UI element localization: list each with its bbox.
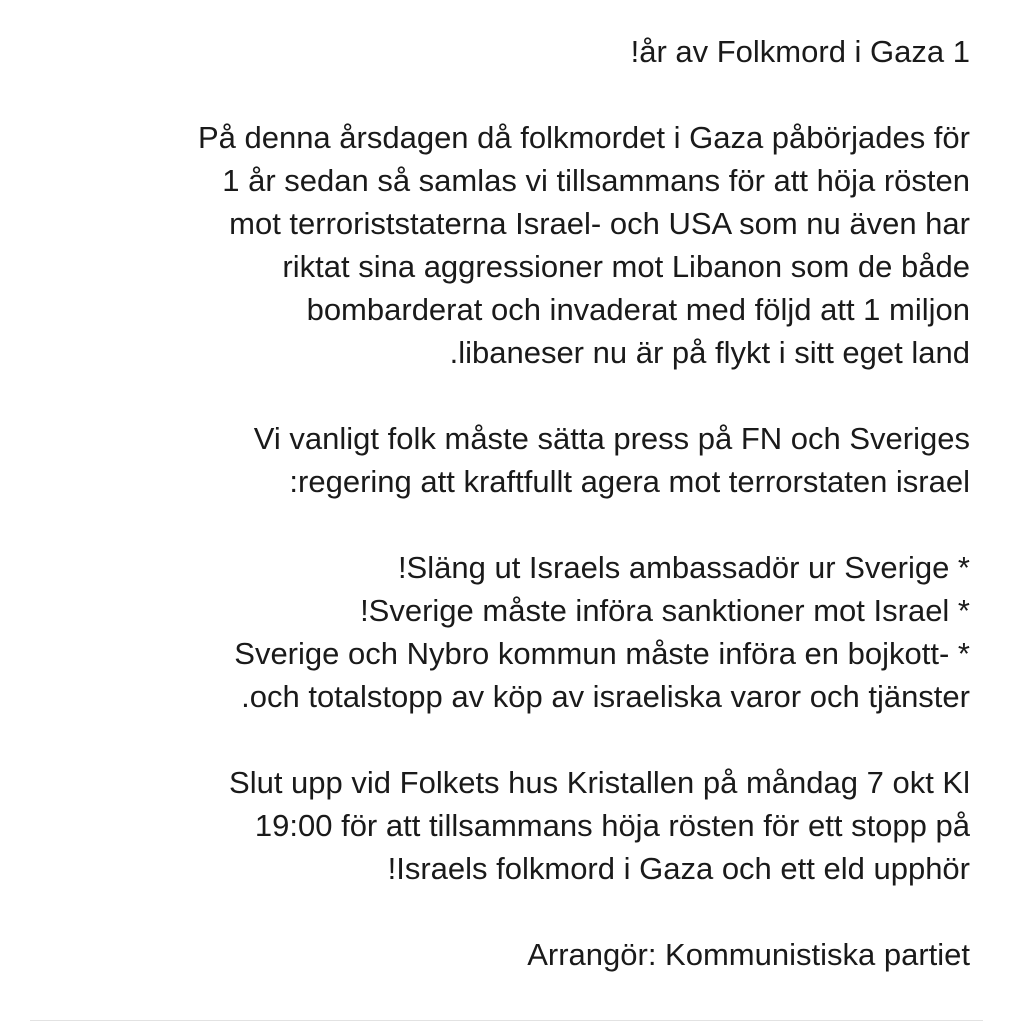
intro-line: mot terroriststaterna Israel- och USA som nu även har bbox=[229, 206, 970, 241]
call-paragraph bbox=[40, 417, 970, 503]
bottom-divider bbox=[30, 1020, 983, 1021]
message-title-paragraph bbox=[40, 30, 970, 73]
event-line: 19:00 för att tillsammans höja rösten för ett stopp på bbox=[254, 808, 970, 843]
call-line: :regering att kraftfullt agera mot terrorstaten israel bbox=[289, 464, 970, 499]
demand-item: !Släng ut Israels ambassadör ur Sverige * bbox=[397, 550, 970, 585]
message-body bbox=[40, 30, 970, 1019]
message-title: !år av Folkmord i Gaza 1 bbox=[630, 34, 970, 69]
intro-line: .libaneser nu är på flykt i sitt eget land bbox=[449, 335, 970, 370]
demands-list bbox=[40, 546, 970, 718]
intro-line: bombarderat och invaderat med följd att 1 miljon bbox=[306, 292, 970, 327]
demand-item: .och totalstopp av köp av israeliska varor och tjänster bbox=[241, 679, 970, 714]
organizer-line: Arrangör: Kommunistiska partiet bbox=[527, 937, 970, 972]
intro-line: På denna årsdagen då folkmordet i Gaza påbörjades för bbox=[197, 120, 970, 155]
demand-item: !Sverige måste införa sanktioner mot Israel * bbox=[360, 593, 970, 628]
intro-line: 1 år sedan så samlas vi tillsammans för att höja rösten bbox=[222, 163, 970, 198]
intro-paragraph bbox=[40, 116, 970, 374]
event-paragraph bbox=[40, 761, 970, 890]
call-line: Vi vanligt folk måste sätta press på FN och Sveriges bbox=[253, 421, 970, 456]
demand-item: Sverige och Nybro kommun måste införa en bojkott- * bbox=[234, 636, 970, 671]
intro-line: riktat sina aggressioner mot Libanon som de både bbox=[282, 249, 970, 284]
event-line: Slut upp vid Folkets hus Kristallen på måndag 7 okt Kl bbox=[229, 765, 970, 800]
organizer-paragraph bbox=[40, 933, 970, 976]
event-line: !Israels folkmord i Gaza och ett eld upphör bbox=[387, 851, 970, 886]
